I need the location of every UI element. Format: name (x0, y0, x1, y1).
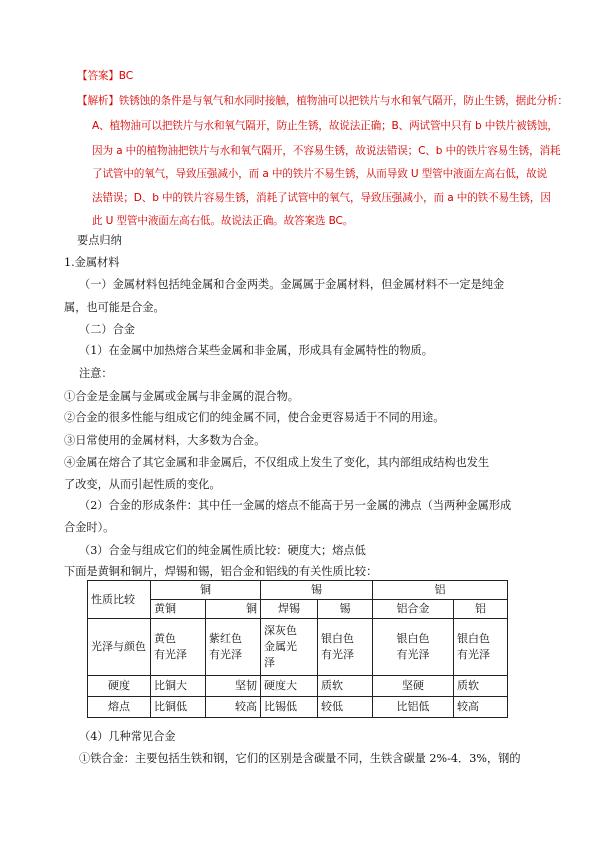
body-line-14: （3）合金与组成它们的纯金属性质比较：硬度大；熔点低 (79, 544, 366, 557)
table-group-aluminum: 铝 (373, 581, 508, 600)
section-title: 要点归纳 (77, 234, 122, 247)
table-subheader: 锡 (318, 600, 373, 619)
table-cell: 比铜低 (151, 697, 206, 718)
table-subheader: 焊锡 (261, 600, 318, 619)
body-line-2: （一）金属材料包括纯金属和合金两类。金属属于金属材料，但金属材料不一定是纯金 (79, 278, 505, 291)
analysis-line-2: A、植物油可以把铁片与水和氧气隔开，防止生锈，故说法正确；B、两试管中只有 b 中铁片被锈蚀， (92, 120, 558, 132)
table-row (88, 619, 508, 676)
body-line-6: 注意： (79, 367, 113, 380)
table-cell: 银白色 有光泽 (454, 619, 508, 676)
table-cell: 质软 (454, 676, 508, 697)
body-line-15: 下面是黄铜和铜片，焊锡和锡，铝合金和铝线的有关性质比较： (64, 565, 378, 578)
table-header-label: 性质比较 (88, 581, 151, 619)
table-cell: 较高 (206, 697, 261, 718)
table-cell: 黄色 有光泽 (151, 619, 206, 676)
answer-line (77, 68, 133, 84)
table-cell: 比锡低 (261, 697, 318, 718)
body-line-11: 了改变，从而引起性质的变化。 (64, 478, 221, 491)
table-row (88, 697, 508, 718)
body-line-13: 合金时）。 (64, 521, 115, 534)
body-line-12: （2）合金的形成条件：其中任一金属的熔点不能高于另一金属的沸点（当两种金属形成 (79, 499, 512, 512)
table-subheader: 黄铜 (151, 600, 206, 619)
table-cell: 坚韧 (206, 676, 261, 697)
table-subheader-row (88, 600, 508, 619)
analysis-tag: 【解析】 (77, 95, 119, 107)
body-line-5: （1）在金属中加热熔合某些金属和非金属，形成具有金属特性的物质。 (79, 344, 433, 357)
table-cell: 较低 (318, 697, 373, 718)
table-cell: 银白色 有光泽 (373, 619, 454, 676)
property-table (87, 580, 508, 718)
table-cell: 比铝低 (373, 697, 454, 718)
analysis-line-3: 因为 a 中的植物油把铁片与水和氧气隔开，不容易生锈，故说法错误；C、b 中的铁片容易生锈，消耗 (92, 145, 561, 157)
table-header-row (88, 581, 508, 600)
body-line-1: 1.金属材料 (64, 256, 120, 269)
table-row-label: 熔点 (88, 697, 151, 718)
table-subheader: 铝合金 (373, 600, 454, 619)
table-cell: 较高 (454, 697, 508, 718)
body-line-8: ②合金的很多性能与组成它们的纯金属不同，使合金更容易适于不同的用途。 (64, 411, 445, 424)
table-row-label: 硬度 (88, 676, 151, 697)
body-line-4: （二）合金 (79, 323, 135, 336)
table-cell: 深灰色 金属光 泽 (261, 619, 318, 676)
body-line-3: 属，也可能是合金。 (64, 301, 165, 314)
table-row-label: 光泽与颜色 (88, 619, 151, 676)
table-subheader: 铜 (206, 600, 261, 619)
body-line-10: ④金属在熔合了其它金属和非金属后，不仅组成上发生了变化，其内部组成结构也发生 (64, 456, 490, 469)
table-cell: 质软 (318, 676, 373, 697)
body-line-7: ①合金是金属与金属或金属与非金属的混合物。 (64, 390, 299, 403)
table-cell: 坚硬 (373, 676, 454, 697)
table-cell: 比铜大 (151, 676, 206, 697)
after-table-line-1: （4）几种常见合金 (79, 730, 176, 743)
answer-value: BC (118, 70, 133, 82)
table-row (88, 676, 508, 697)
table-cell: 银白色 有光泽 (318, 619, 373, 676)
after-table-line-2: ①铁合金：主要包括生铁和钢，它们的区别是含碳量不同，生铁含碳量 2%-4．3%，钢的 (79, 752, 521, 765)
table-group-copper: 铜 (151, 581, 261, 600)
answer-tag: 【答案】 (77, 70, 119, 82)
table-subheader: 铝 (454, 600, 508, 619)
table-cell: 硬度大 (261, 676, 318, 697)
analysis-line-1 (77, 93, 568, 109)
body-line-9: ③日常使用的金属材料，大多数为合金。 (64, 434, 266, 447)
analysis-line-5: 法错误；D、b 中的铁片容易生锈，消耗了试管中的氧气，导致压强减小，而 a 中的铁不易生锈，因 (92, 192, 551, 204)
analysis-line-4: 了试管中的氧气，导致压强减小，而 a 中的铁片不易生锈，从而导致 U 型管中液面左高右低，故说 (92, 168, 548, 180)
table-cell: 紫红色 有光泽 (206, 619, 261, 676)
analysis-line-6: 此 U 型管中液面左高右低。故说法正确。故答案选 BC。 (92, 215, 354, 227)
analysis-text-1: 铁锈蚀的条件是与氧气和水同时接触，植物油可以把铁片与水和氧气隔开，防止生锈，据此分析： (118, 95, 568, 107)
table-group-tin: 锡 (261, 581, 373, 600)
